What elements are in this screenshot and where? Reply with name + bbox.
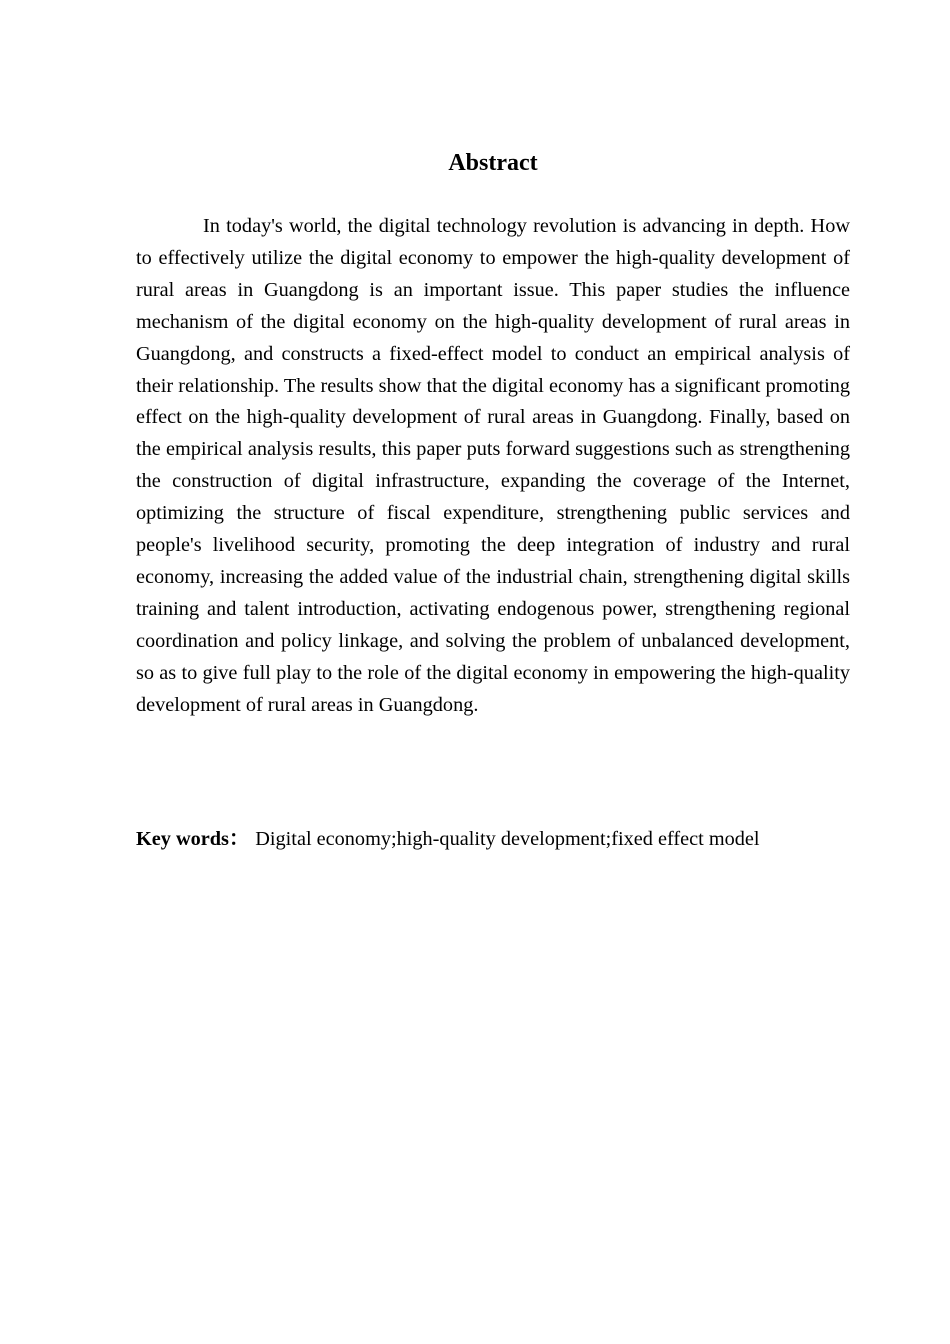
keywords-value: Digital economy;high-quality development;fixed effect model — [255, 828, 760, 850]
keywords-separator: ： — [228, 828, 250, 850]
abstract-title: Abstract — [448, 150, 538, 176]
abstract-body: In today's world, the digital technology revolution is advancing in depth. How to effectively utilize the digital economy to empower the high-quality development of rural areas in Guangdong is an important issue. This paper studies the influence mechanism of the digital economy on the high-quality development of rural areas in Guangdong, and constructs a fixed-effect model to conduct an empirical analysis of their relationship. The results show that the digital economy has a significant promoting effect on the high-quality development of rural areas in Guangdong. Finally, based on the empirical analysis results, this paper puts forward suggestions such as strengthening the construction of digital infrastructure, expanding the coverage of the Internet, optimizing the structure of fiscal expenditure, strengthening public services and people's livelihood security, promoting the deep integration of industry and rural economy, increasing the added value of the industrial chain, strengthening digital skills training and talent introduction, activating endogenous power, strengthening regional coordination and policy linkage, and solving the problem of unbalanced development, so as to give full play to the role of the digital economy in empowering the high-quality development of rural areas in Guangdong. — [136, 215, 850, 716]
keywords-line — [136, 823, 850, 855]
keywords-label: Key words — [136, 828, 229, 850]
